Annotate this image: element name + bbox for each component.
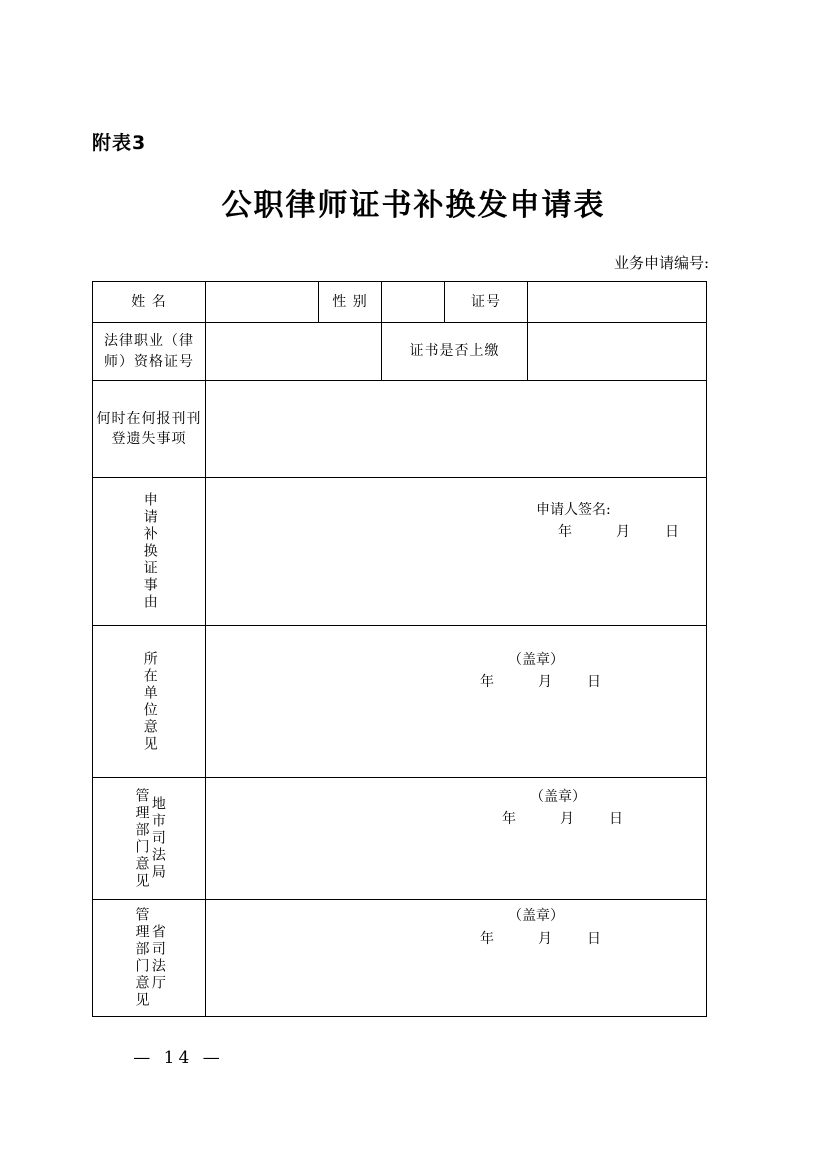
reason-label: 申请补换证事由 xyxy=(141,492,158,611)
attachment-label: 附表3 xyxy=(92,132,147,154)
loss-notice-label: 何时在何报刊刊登遗失事项 xyxy=(93,381,206,478)
province-dept-seal-block xyxy=(458,905,614,950)
application-form-table xyxy=(92,281,707,1017)
reason-value[interactable] xyxy=(206,478,707,626)
date-month: 月 xyxy=(538,930,552,947)
date-year: 年 xyxy=(480,930,494,947)
city-bureau-label-cell xyxy=(93,778,206,900)
gender-value[interactable] xyxy=(382,282,445,323)
date-line xyxy=(536,521,692,543)
city-bureau-org-label: 地市司法局 xyxy=(149,796,166,881)
unit-seal-block xyxy=(458,649,614,694)
unit-opinion-label: 所在单位意见 xyxy=(141,650,158,753)
seal-label: （盖章） xyxy=(508,908,564,925)
submitted-label: 证书是否上缴 xyxy=(382,323,528,381)
province-dept-label-cell xyxy=(93,900,206,1017)
date-line xyxy=(480,808,636,830)
date-month: 月 xyxy=(616,524,630,541)
name-value[interactable] xyxy=(206,282,319,323)
applicant-signature-label: 申请人签名: xyxy=(536,501,611,518)
cert-no-value[interactable] xyxy=(528,282,707,323)
cert-no-label: 证号 xyxy=(445,282,528,323)
name-label: 姓 名 xyxy=(93,282,206,323)
date-year: 年 xyxy=(558,524,572,541)
city-bureau-dept-label: 管理部门意见 xyxy=(133,787,150,890)
date-line xyxy=(458,928,614,950)
date-day: 日 xyxy=(587,674,601,691)
table-row xyxy=(93,381,707,478)
date-year: 年 xyxy=(502,811,516,828)
date-month: 月 xyxy=(538,674,552,691)
date-day: 日 xyxy=(587,930,601,947)
table-row xyxy=(93,626,707,778)
date-year: 年 xyxy=(480,674,494,691)
date-day: 日 xyxy=(665,524,679,541)
province-dept-org-label: 省司法厅 xyxy=(149,924,166,992)
gender-label: 性 别 xyxy=(319,282,382,323)
date-month: 月 xyxy=(560,811,574,828)
province-dept-dept-label: 管理部门意见 xyxy=(133,907,150,1009)
province-dept-opinion-value[interactable] xyxy=(206,900,707,1017)
table-row xyxy=(93,900,707,1017)
loss-notice-value[interactable] xyxy=(206,381,707,478)
city-bureau-opinion-value[interactable] xyxy=(206,778,707,900)
page-number: — 14 — xyxy=(133,1048,224,1068)
table-row xyxy=(93,282,707,323)
page-title: 公职律师证书补换发申请表 xyxy=(221,188,606,223)
qualification-label: 法律职业（律师）资格证号 xyxy=(93,323,206,381)
date-line xyxy=(458,671,614,693)
page-footer xyxy=(0,1048,827,1068)
serial-number-label: 业务申请编号: xyxy=(613,254,709,272)
unit-opinion-label-cell xyxy=(93,626,206,778)
reason-label-cell xyxy=(93,478,206,626)
date-day: 日 xyxy=(609,811,623,828)
table-row xyxy=(93,323,707,381)
seal-label: （盖章） xyxy=(530,788,586,805)
seal-label: （盖章） xyxy=(508,651,564,668)
applicant-signature-block xyxy=(536,499,692,544)
table-row xyxy=(93,478,707,626)
qualification-value[interactable] xyxy=(206,323,382,381)
table-row xyxy=(93,778,707,900)
city-bureau-seal-block xyxy=(480,786,636,831)
submitted-value[interactable] xyxy=(528,323,707,381)
unit-opinion-value[interactable] xyxy=(206,626,707,778)
